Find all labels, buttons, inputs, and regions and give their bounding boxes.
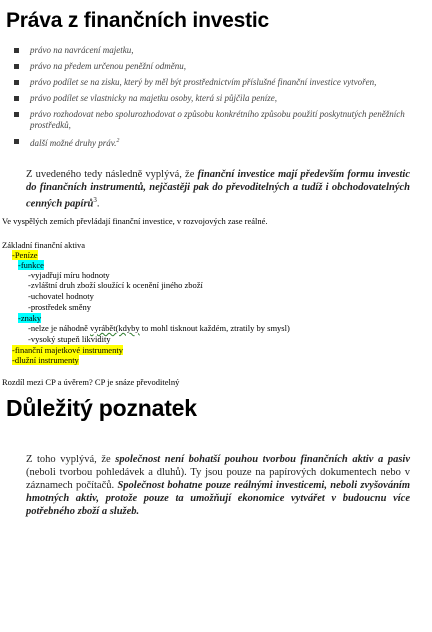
note-signs: -znaky	[18, 313, 42, 323]
note-func-item: -zvláštní druh zboží sloužící k ocenění jiného zboží	[28, 280, 203, 290]
heading-rights: Práva z finančních investic	[6, 9, 270, 32]
list-item	[14, 61, 419, 72]
square-bullet-icon	[14, 139, 19, 144]
note-difference: Rozdíl mezi CP a úvěrem? CP je snáze převoditelný	[2, 377, 180, 387]
square-bullet-icon	[14, 96, 19, 101]
note-func-item: -uchovatel hodnoty	[28, 291, 94, 301]
list-item	[14, 93, 419, 104]
list-item	[14, 77, 419, 88]
paragraph-insight	[26, 453, 410, 518]
list-item-text: právo na navrácení majetku,	[30, 45, 134, 55]
list-item-text: další možné druhy práv.	[30, 138, 117, 148]
paragraph-text: .	[96, 198, 100, 210]
list-item-text: právo na předem určenou peněžní odměnu,	[30, 61, 186, 71]
note-sign-item: -vysoký stupeň likvidity	[28, 334, 111, 344]
square-bullet-icon	[14, 80, 19, 85]
paragraph-text: Z uvedeného tedy následně vyplývá, že	[26, 169, 198, 180]
note-func-item: -vyjadřují míru hodnoty	[28, 270, 110, 280]
paragraph-bold-text: společnost není bohatší pouhou tvorbou finančních aktiv a pasiv	[115, 454, 410, 465]
note-assets-title: Základní finanční aktiva	[2, 240, 86, 250]
note-debt-instruments: -dlužní instrumenty	[12, 355, 79, 365]
paragraph-text: (neboli tvorbou pohledávek a dluhů). Ty jsou pouze na papírových dokumentech nebo v záznamech počítačů.	[26, 467, 410, 491]
paragraph-text: Z toho vyplývá, že	[26, 454, 116, 465]
list-item-text: právo podílet se vlastnicky na majetku osoby, která si půjčila peníze,	[30, 93, 277, 103]
paragraph-bold-text: finanční investice mají především formu investic do finančních instrumentů, nejčastěji pak do převoditelných a tudíž i obchodovatelných cenných papírů	[26, 169, 410, 210]
spelling-underline: vyrábět(kdyby	[90, 323, 140, 333]
square-bullet-icon	[14, 112, 19, 117]
note-developed: Ve vyspělých zemích převládají finanční investice, v rozvojových zase reálné.	[2, 216, 268, 226]
square-bullet-icon	[14, 48, 19, 53]
note-functions: -funkce	[18, 260, 44, 270]
paragraph-investments	[26, 168, 410, 211]
paragraph-bold-text: Společnost bohatne pouze reálnými investicemi, neboli zvyšováním hmotných aktiv, protože pouze ta umožňují ekonomice vytvářet v budoucnu více potřebného zboží a služeb.	[26, 480, 410, 517]
heading-insight: Důležitý poznatek	[6, 395, 197, 421]
footnote-mark: 3	[93, 196, 97, 204]
square-bullet-icon	[14, 64, 19, 69]
list-item-text: právo rozhodovat nebo spolurozhodovat o způsobu konkrétního způsobu použití poskytnutých peněžních prostředků,	[30, 109, 405, 130]
list-item	[14, 136, 419, 149]
rights-list	[14, 45, 419, 154]
footnote-mark: 2	[116, 138, 120, 144]
note-money: -Peníze	[12, 250, 38, 260]
note-func-item: -prostředek směny	[28, 302, 92, 312]
note-sign-item: -nelze je náhodně vyrábět(kdyby to mohl tisknout každém, ztratily by smysl)	[28, 323, 290, 333]
list-item	[14, 45, 419, 56]
list-item	[14, 109, 419, 131]
note-fin-instruments: -finanční majetkové instrumenty	[12, 345, 123, 355]
list-item-text: právo podílet se na zisku, který by měl být prostřednictvím příslušné finanční investice vytvořen,	[30, 77, 377, 87]
